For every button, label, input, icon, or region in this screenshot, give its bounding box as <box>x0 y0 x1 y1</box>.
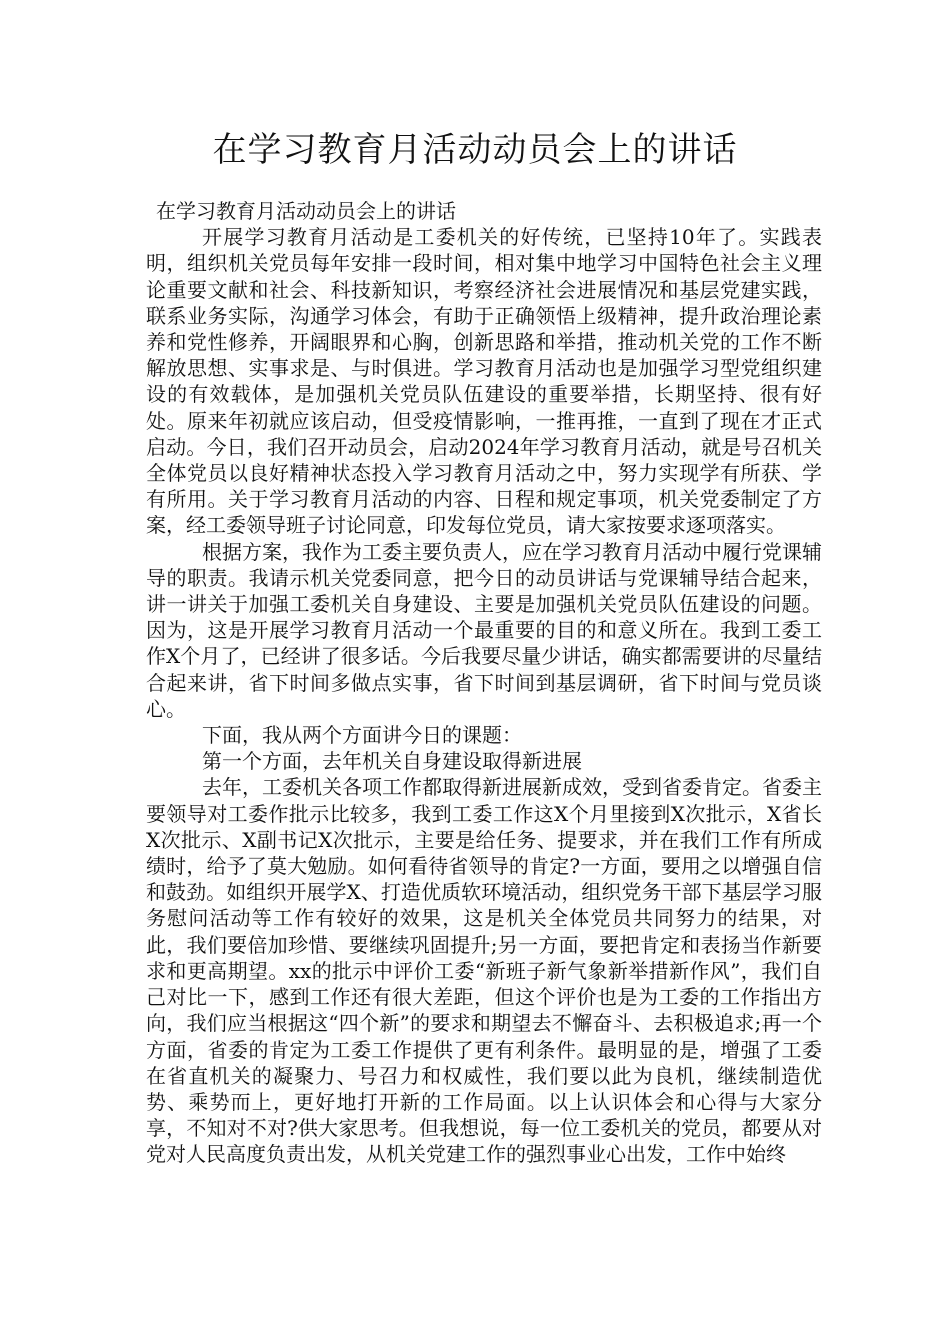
body-paragraph: 下面，我从两个方面讲今日的课题： <box>202 723 522 748</box>
document-title: 在学习教育月活动动员会上的讲话 <box>212 130 738 170</box>
section-heading: 第一个方面，去年机关自身建设取得新进展 <box>202 749 582 774</box>
body-paragraph: 去年，工委机关各项工作都取得新进展新成效，受到省委肯定。省委主要领导对工委作批示比较多，我到工委工作这X个月里接到X次批示，X省长X次批示、X副书记X次批示，主要是给任务、提要求，并在我们工作有所成绩时，给予了莫大勉励。如何看待省领导的肯定?一方面，要用之以增强自信和鼓劲。如组织开展学X、打造优质软环境活动，组织党务干部下基层学习服务慰问活动等工作有较好的效果，这是机关全体党员共同努力的结果，对此，我们要倍加珍惜、要继续巩固提升;另一方面，要把肯定和表扬当作新要求和更高期望。xx的批示中评价工委“新班子新气象新举措新作风”，我们自己对比一下，感到工作还有很大差距，但这个评价也是为工委的工作指出方向，我们应当根据这“四个新”的要求和期望去不懈奋斗、去积极追求;再一个方面，省委的肯定为工委工作提供了更有利条件。最明显的是，增强了工委在省直机关的凝聚力、号召力和权威性，我们要以此为良机，继续制造优势、乘势而上，更好地打开新的工作局面。以上认识体会和心得与大家分享，不知对不对?供大家思考。但我想说，每一位工委机关的党员，都要从对党对人民高度负责出发，从机关党建工作的强烈事业心出发，工作中始终 <box>146 775 822 1167</box>
document-body <box>146 198 822 1168</box>
body-paragraph: 开展学习教育月活动是工委机关的好传统，已坚持10年了。实践表明，组织机关党员每年安排一段时间，相对集中地学习中国特色社会主义理论重要文献和社会、科技新知识，考察经济社会进展情况和基层党建实践，联系业务实际，沟通学习体会，有助于正确领悟上级精神，提升政治理论素养和党性修养，开阔眼界和心胸，创新思路和举措，推动机关党的工作不断解放思想、实事求是、与时俱进。学习教育月活动也是加强学习型党组织建设的有效载体，是加强机关党员队伍建设的重要举措，长期坚持、很有好处。原来年初就应该启动，但受疫情影响，一推再推，一直到了现在才正式启动。今日，我们召开动员会，启动2024年学习教育月活动，就是号召机关全体党员以良好精神状态投入学习教育月活动之中，努力实现学有所获、学有所用。关于学习教育月活动的内容、日程和规定事项，机关党委制定了方案，经工委领导班子讨论同意，印发每位党员，请大家按要求逐项落实。 <box>146 225 822 538</box>
body-paragraph: 根据方案，我作为工委主要负责人，应在学习教育月活动中履行党课辅导的职责。我请示机关党委同意，把今日的动员讲话与党课辅导结合起来，讲一讲关于加强工委机关自身建设、主要是加强机关党员队伍建设的问题。因为，这是开展学习教育月活动一个最重要的目的和意义所在。我到工委工作X个月了，已经讲了很多话。今后我要尽量少讲话，确实都需要讲的尽量结合起来讲，省下时间多做点实事，省下时间到基层调研，省下时间与党员谈心。 <box>146 539 822 721</box>
document-subtitle: 在学习教育月活动动员会上的讲话 <box>156 199 456 223</box>
